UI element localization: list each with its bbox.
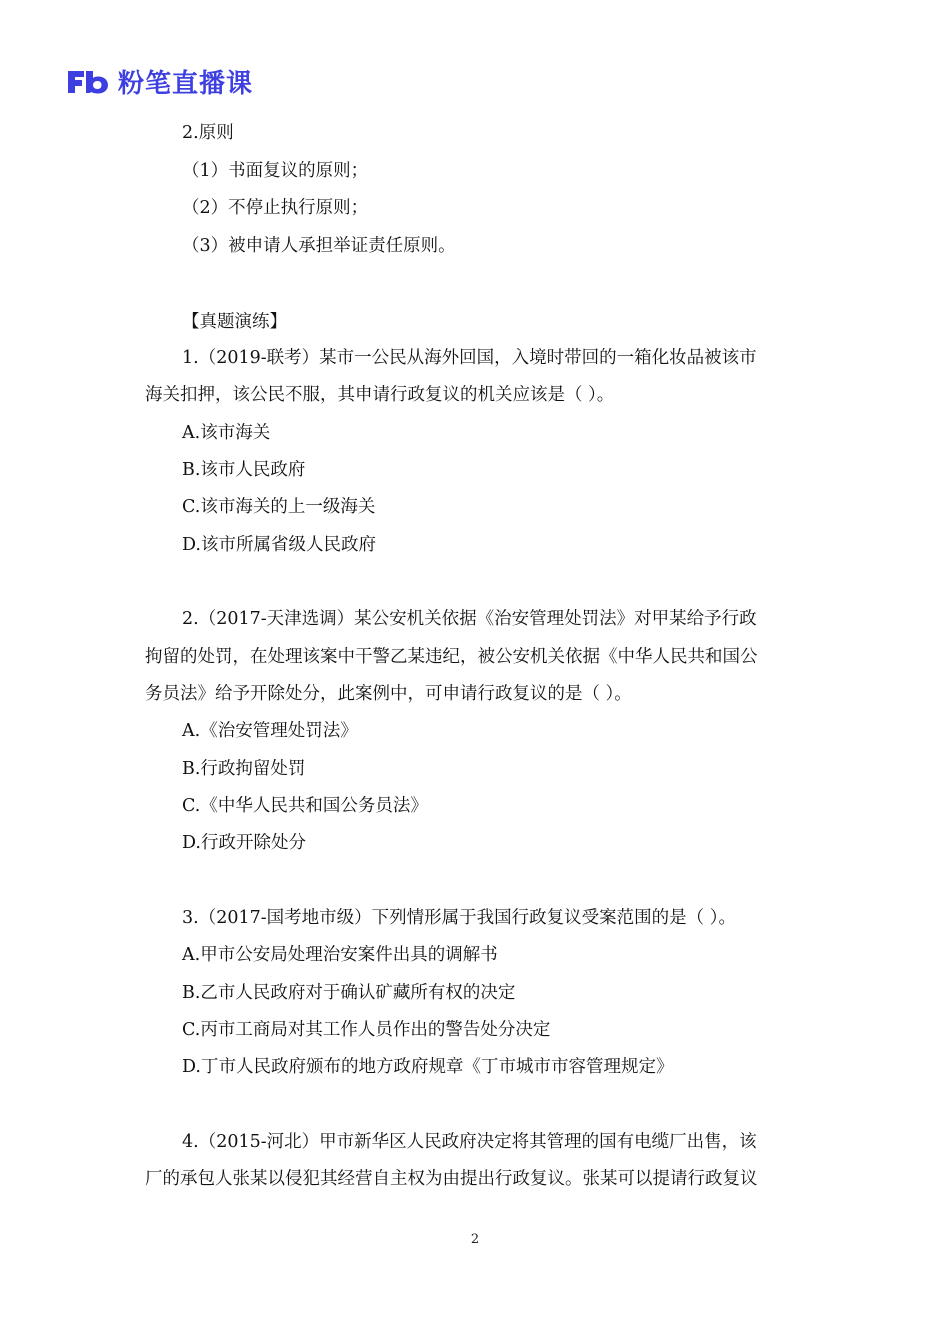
question-1-option-a: A.该市海关 [182,423,271,443]
principle-item: （2）不停止执行原则； [182,198,369,218]
brand-logo [66,63,253,100]
question-2-line-1: 2.（2017-天津选调）某公安机关依据《治安管理处罚法》对甲某给予行政 [182,609,757,629]
page-number: 2 [470,1232,480,1247]
question-1-option-b: B.该市人民政府 [182,460,306,480]
question-2-option-a: A.《治安管理处罚法》 [182,721,358,741]
logo-text: 粉笔直播课 [118,69,254,99]
question-3-option-c: C.丙市工商局对其工作人员作出的警告处分决定 [182,1020,551,1040]
question-1-line-1: 1.（2019-联考）某市一公民从海外回国，入境时带回的一箱化妆品被该市 [182,348,757,368]
question-3-option-a: A.甲市公安局处理治安案件出具的调解书 [182,945,498,965]
section-heading: 2.原则 [182,123,234,143]
question-2-option-c: C.《中华人民共和国公务员法》 [182,796,428,816]
question-4-line-1: 4.（2015-河北）甲市新华区人民政府决定将其管理的国有电缆厂出售，该 [182,1132,757,1152]
question-3-option-b: B.乙市人民政府对于确认矿藏所有权的决定 [182,983,516,1003]
question-2-line-2: 拘留的处罚，在处理该案中干警乙某违纪，被公安机关依据《中华人民共和国公 [145,647,758,667]
principle-item: （1）书面复议的原则； [182,161,369,181]
question-3-option-d: D.丁市人民政府颁布的地方政府规章《丁市城市市容管理规定》 [182,1057,674,1077]
fb-logo-icon [66,67,110,97]
question-1-option-c: C.该市海关的上一级海关 [182,497,376,517]
question-1-option-d: D.该市所属省级人民政府 [182,535,376,555]
question-1-line-2: 海关扣押，该公民不服，其申请行政复议的机关应该是（ ）。 [145,385,615,405]
question-2-line-3: 务员法》给予开除处分，此案例中，可申请行政复议的是（ ）。 [145,684,632,704]
principle-item: （3）被申请人承担举证责任原则。 [182,236,456,256]
question-2-option-b: B.行政拘留处罚 [182,759,306,779]
question-4-line-2: 厂的承包人张某以侵犯其经营自主权为由提出行政复议。张某可以提请行政复议 [145,1169,758,1189]
question-2-option-d: D.行政开除处分 [182,833,306,853]
question-3-line-1: 3.（2017-国考地市级）下列情形属于我国行政复议受案范围的是（ ）。 [182,908,736,928]
practice-heading: 【真题演练】 [182,312,287,332]
